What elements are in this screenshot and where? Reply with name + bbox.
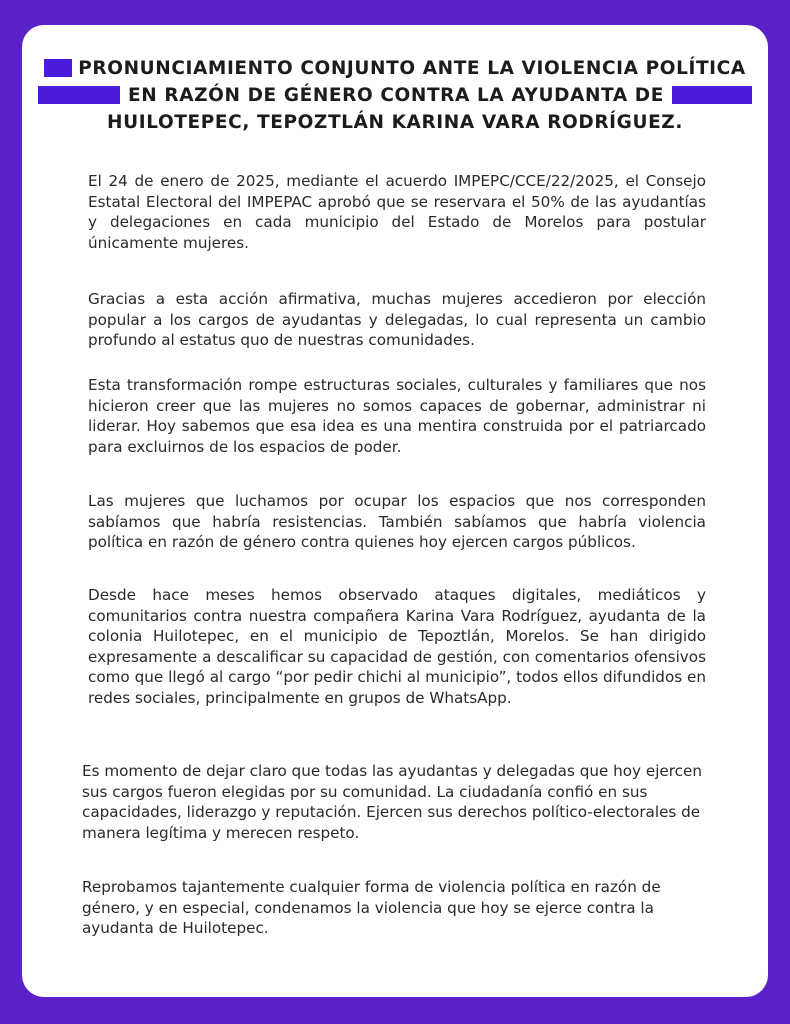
document-title — [22, 55, 768, 136]
document-card — [22, 25, 768, 997]
paragraph-3: Esta transformación rompe estructuras sociales, culturales y familiares que nos hicieron creer que las mujeres no somos capaces de gobernar, administrar ni liderar. Hoy sabemos que esa idea es una mentira construida por el patriarcado para excluirnos de los espacios de poder. — [88, 376, 706, 456]
paragraph-2: Gracias a esta acción afirmativa, muchas mujeres accedieron por elección popular a los cargos de ayudantas y delegadas, lo cual representa un cambio profundo al estatus quo de nuestras comunidades. — [88, 290, 706, 350]
title-text-2: EN RAZÓN DE GÉNERO CONTRA LA AYUDANTA DE — [128, 85, 664, 106]
redaction-bar — [44, 59, 72, 77]
title-line-1 — [22, 55, 768, 82]
title-line-3: HUILOTEPEC, TEPOZTLÁN KARINA VARA RODRÍGUEZ. — [107, 112, 683, 133]
title-line-2 — [22, 82, 768, 109]
paragraph-1: El 24 de enero de 2025, mediante el acuerdo IMPEPC/CCE/22/2025, el Consejo Estatal Electoral del IMPEPAC aprobó que se reservara el 50% de las ayudantías y delegaciones en cada municipio del Estado de Morelos para postular únicamente mujeres. — [88, 172, 706, 252]
paragraph-7: Reprobamos tajantemente cualquier forma de violencia política en razón de género, y en especial, condenamos la violencia que hoy se ejerce contra la ayudanta de Huilotepec. — [82, 878, 661, 938]
redaction-bar — [38, 86, 120, 104]
title-text-1: PRONUNCIAMIENTO CONJUNTO ANTE LA VIOLENCIA POLÍTICA — [78, 58, 746, 79]
paragraph-6: Es momento de dejar claro que todas las ayudantas y delegadas que hoy ejercen sus cargos fueron elegidas por su comunidad. La ciudadanía confió en sus capacidades, liderazgo y reputación. Ejercen sus derechos político-electorales de manera legítima y merecen respeto. — [82, 762, 703, 842]
paragraph-4: Las mujeres que luchamos por ocupar los espacios que nos corresponden sabíamos que habría resistencias. También sabíamos que habría violencia política en razón de género contra quienes hoy ejercen cargos públicos. — [88, 492, 706, 552]
paragraph-5: Desde hace meses hemos observado ataques digitales, mediáticos y comunitarios contra nuestra compañera Karina Vara Rodríguez, ayudanta de la colonia Huilotepec, en el municipio de Tepoztlán, Morelos. Se han dirigido expresamente a descalificar su capacidad de gestión, con comentarios ofensivos como que llegó al cargo “por pedir chichi al municipio”, todos ellos difundidos en redes sociales, principalmente en grupos de WhatsApp. — [88, 586, 706, 707]
redaction-bar — [672, 86, 752, 104]
